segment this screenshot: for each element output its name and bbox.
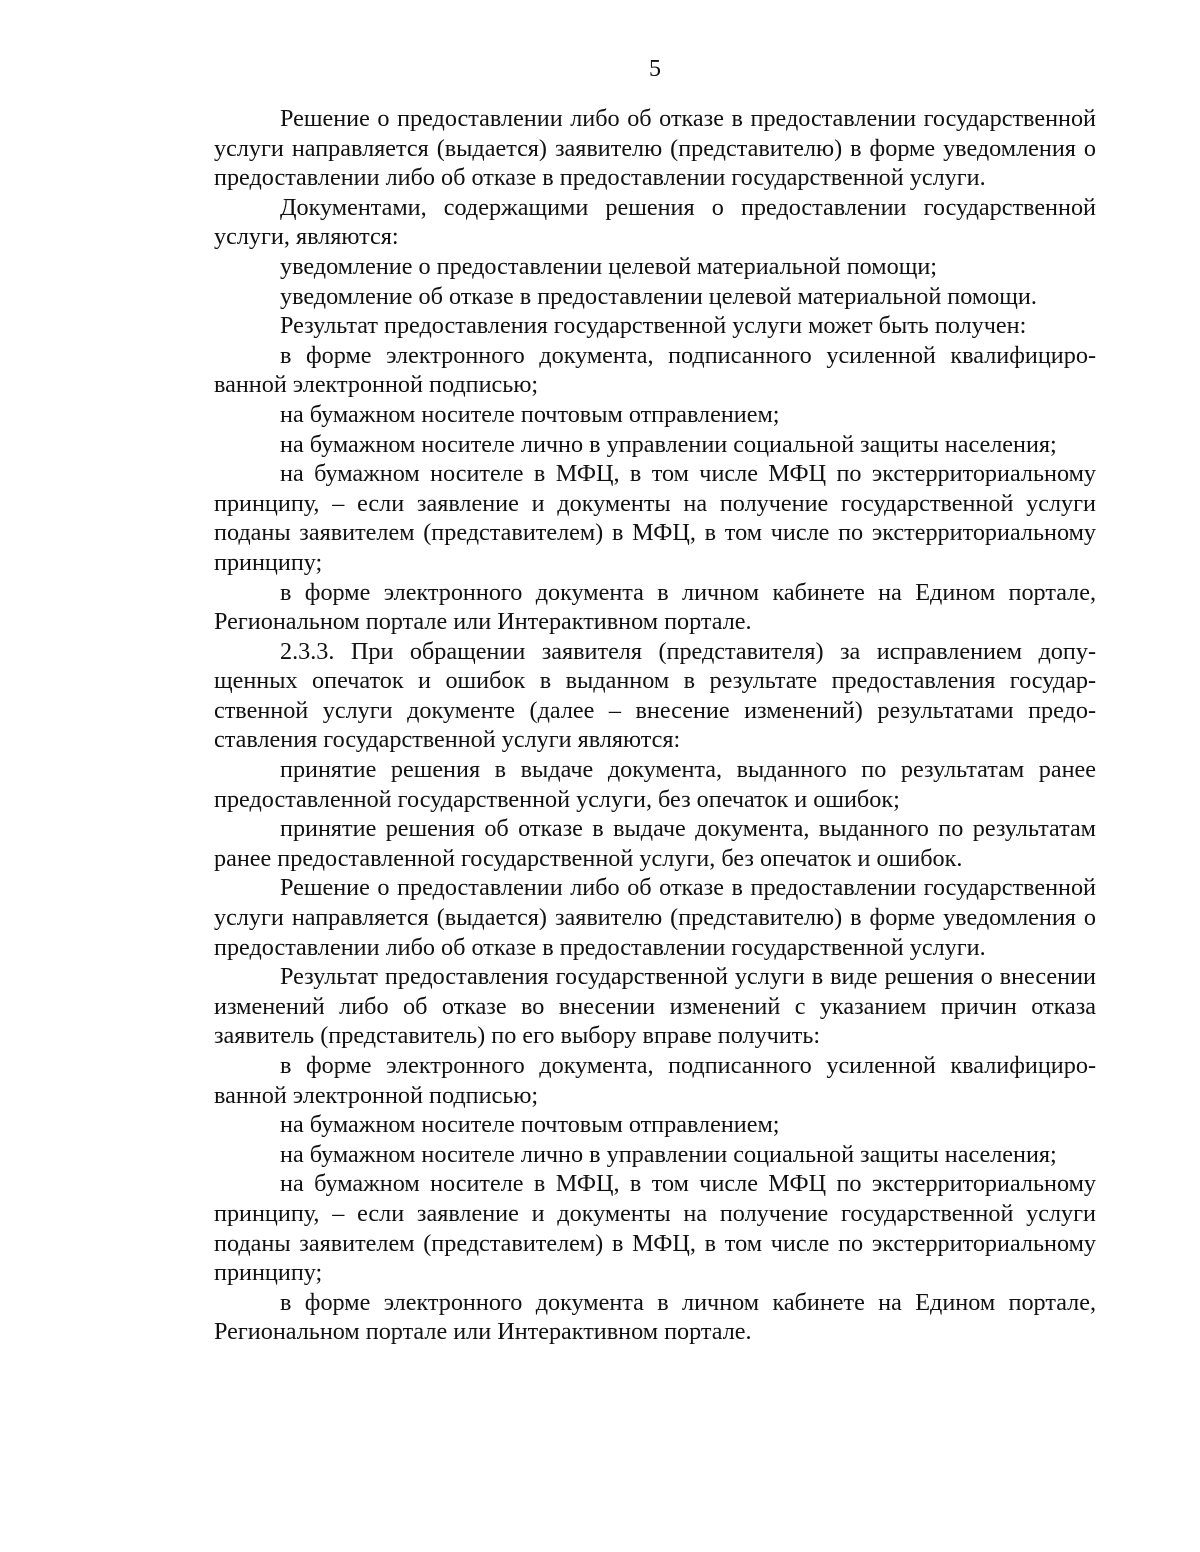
list-item: уведомление об отказе в предоставлении целевой материальной помощи. <box>280 282 1037 310</box>
list-item: на бумажном носителе почтовым отправлением; <box>280 1111 780 1139</box>
section-paragraph: 2.3.3. При обращении заявителя (представителя) за исправлением допущенных опечаток и ошибок в выданном в результате предоставления государственной услуги документе (далее – внесение изменений) результатами предоставления государственной услуги являются: <box>214 637 1096 754</box>
list-item: в форме электронного документа в личном кабинете на Едином портале, Региональном портале или Интерактивном портале. <box>214 578 1096 636</box>
document-body <box>214 104 1096 1347</box>
list-item: уведомление о предоставлении целевой материальной помощи; <box>280 252 937 280</box>
list-item: на бумажном носителе лично в управлении социальной защиты населения; <box>280 430 1057 458</box>
paragraph: Решение о предоставлении либо об отказе в предоставлении государственной услуги направляется (выдается) заявителю (представителю) в форме уведомления о предоставлении либо об отказе в предоставлении государственной услуги. <box>214 105 1096 192</box>
page-number: 5 <box>649 56 661 82</box>
paragraph: Решение о предоставлении либо об отказе в предоставлении государственной услуги направляется (выдается) заявителю (представителю) в форме уведомления о предоставлении либо об отказе в предоставлении государственной услуги. <box>214 874 1096 961</box>
list-item: на бумажном носителе почтовым отправлением; <box>280 400 780 428</box>
list-item: принятие решения об отказе в выдаче документа, выданного по результатам ранее предоставленной государственной услуги, без опечаток и ошибок. <box>214 815 1096 872</box>
list-item: на бумажном носителе в МФЦ, в том числе МФЦ по экстерриториальному принципу, – если заявление и документы на получение государственной услуги поданы заявителем (представителем) в МФЦ, в том числе по экстерриториальному принципу; <box>214 1170 1096 1287</box>
list-item: в форме электронного документа, подписанного усиленной квалифицированной электронной подписью; <box>214 341 1096 399</box>
list-item: принятие решения в выдаче документа, выданного по результатам ранее предоставленной государственной услуги, без опечаток и ошибок; <box>214 756 1096 813</box>
list-item: на бумажном носителе лично в управлении социальной защиты населения; <box>280 1140 1057 1168</box>
paragraph: Результат предоставления государственной услуги в виде решения о внесении изменений либо об отказе во внесении изменений с указанием причин отказа заявитель (представитель) по его выбору вправе получить: <box>214 963 1096 1050</box>
list-item: на бумажном носителе в МФЦ, в том числе МФЦ по экстерриториальному принципу, – если заявление и документы на получение государственной услуги поданы заявителем (представителем) в МФЦ, в том числе по экстерриториальному принципу; <box>214 460 1096 576</box>
paragraph: Документами, содержащими решения о предоставлении государственной услуги, являются: <box>214 193 1096 251</box>
list-item: в форме электронного документа в личном кабинете на Едином портале, Региональном портале или Интерактивном портале. <box>214 1288 1096 1346</box>
paragraph: Результат предоставления государственной услуги может быть получен: <box>280 312 1027 340</box>
list-item: в форме электронного документа, подписанного усиленной квалифицированной электронной подписью; <box>214 1052 1096 1109</box>
